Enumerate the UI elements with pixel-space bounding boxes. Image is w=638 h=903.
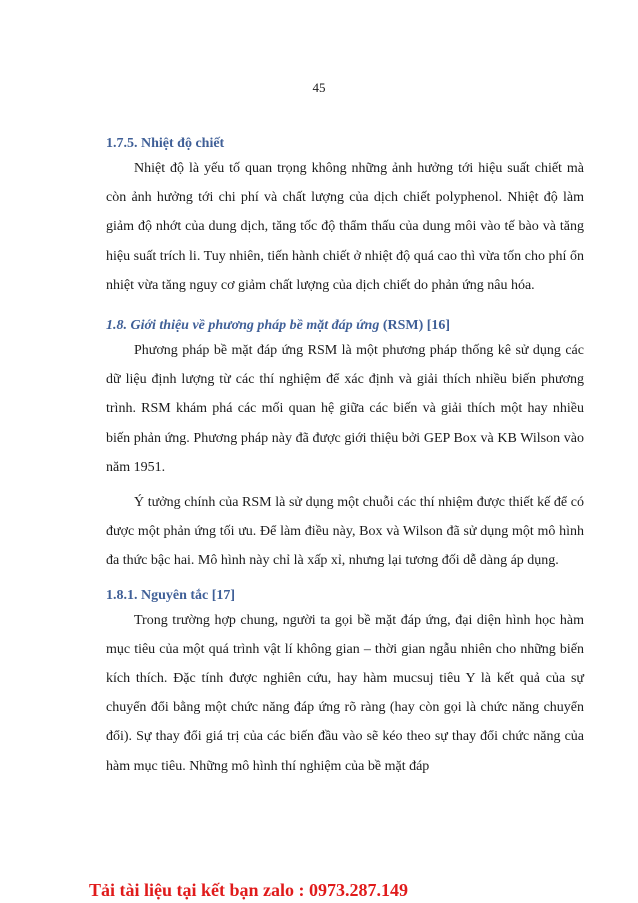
section-heading-1-8-tail: (RSM) [16] <box>379 318 451 334</box>
paragraph: Trong trường hợp chung, người ta gọi bề mặt đáp ứng, đại diện hình học hàm mục tiêu của một quá trình vật lí không gian – thời gian ngẫu nhiên cho những biến kích thích. Đặc tính được nghiên cứu, hay hàm mucsuj tiêu Y là kết quả của sự chuyển đổi bằng một chức năng đáp ứng rõ ràng (hay còn gọi là chức năng chuyển đổi). Sự thay đổi giá trị của các biến đầu vào sẽ kéo theo sự thay đổi chức năng của hàm mục tiêu. Những mô hình thí nghiệm của bề mặt đáp <box>106 612 584 774</box>
paragraph: Ý tưởng chính của RSM là sử dụng một chuỗi các thí nhiệm được thiết kế để có được một phản ứng tối ưu. Để làm điều này, Box và Wilson đã sử dụng một mô hình đa thức bậc hai. Mô hình này chỉ là xấp xỉ, nhưng lại tương đối dễ dàng áp dụng. <box>106 495 584 569</box>
footer-zalo-contact: Tải tài liệu tại kết bạn zalo : 0973.287.149 <box>89 880 408 900</box>
paragraph: Phương pháp bề mặt đáp ứng RSM là một phương pháp thống kê sử dụng các dữ liệu định lượng từ các thí nghiệm để xác định và giải thích nhiều biến phương trình. RSM khám phá các mối quan hệ giữa các biến và giải thích một hay nhiều biến phản ứng. Phương pháp này đã được giới thiệu bởi GEP Box và KB Wilson vào năm 1951. <box>106 343 584 475</box>
section-heading-1-8-main: 1.8. Giới thiệu về phương pháp bề mặt đáp ứng <box>106 318 380 334</box>
page-number: 45 <box>312 80 326 95</box>
section-heading-1-8-1: 1.8.1. Nguyên tắc [17] <box>106 587 236 603</box>
document-body <box>106 134 584 781</box>
section-heading-1-7-5: 1.7.5. Nhiệt độ chiết <box>106 136 225 151</box>
section-heading-1-8 <box>106 316 584 336</box>
paragraph: Nhiệt độ là yếu tố quan trọng không những ảnh hưởng tới hiệu suất chiết mà còn ảnh hưởng tới chi phí và chất lượng của dịch chiết polyphenol. Nhiệt độ làm giảm độ nhớt của dung dịch, tăng tốc độ thẩm thấu của dung môi vào tế bào và tăng hiệu suất trích li. Tuy nhiên, tiến hành chiết ở nhiệt độ quá cao thì vừa tốn cho phí ổn nhiệt vừa tăng nguy cơ giảm chất lượng của dịch chiết do phản ứng nâu hóa. <box>106 161 584 293</box>
